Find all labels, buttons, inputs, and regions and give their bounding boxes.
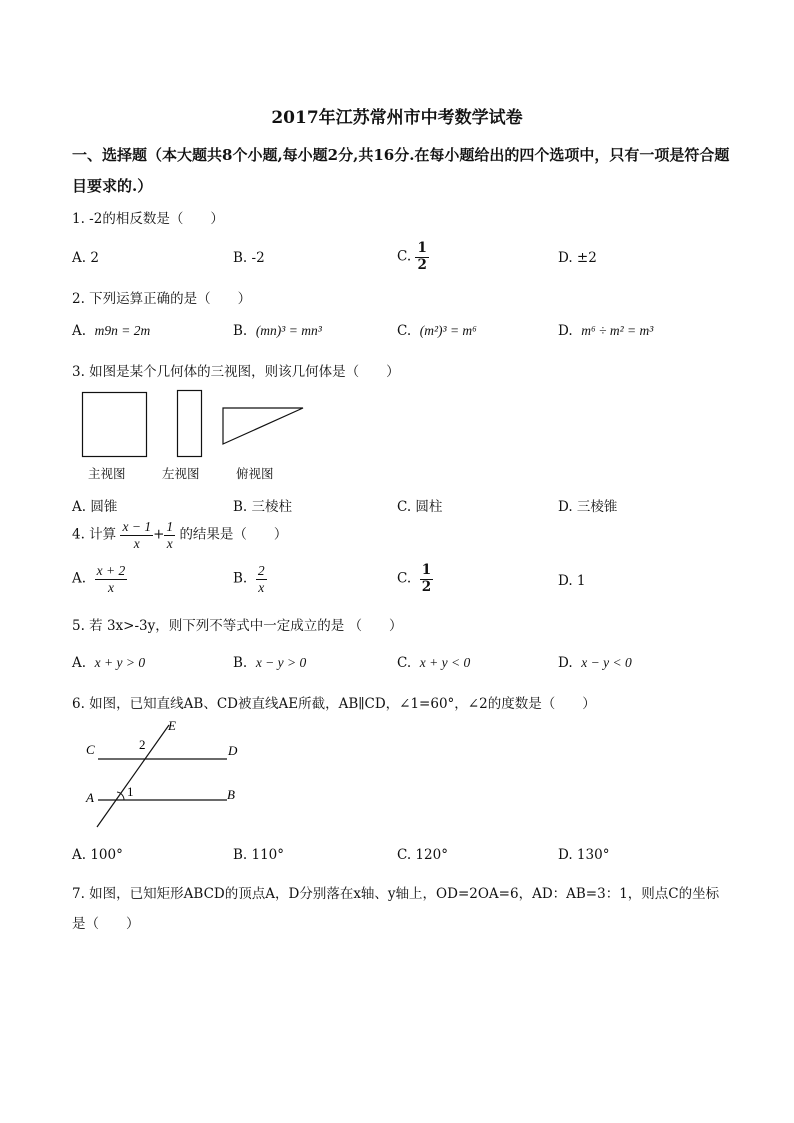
q1-option-d: D. ±2 [558, 250, 597, 266]
q1-option-c-fraction: $\frac{1}{2}$ [417, 240, 427, 273]
question-7: 7. 如图，已知矩形ABCD的顶点A，D分别落在x轴、y轴上，OD=2OA=6，AD：AB=3：1，则点C的坐标是（ ） [72, 886, 720, 932]
question-6: 6. 如图，已知直线AB、CD被直线AE所截，AB∥CD，∠1=60°，∠2的度数是（ ） [72, 696, 596, 712]
question-1: 1. -2的相反数是（ ） [72, 211, 224, 227]
q2-option-b: B. (mn)³ = mn³ [233, 323, 322, 339]
question-3: 3. 如图是某个几何体的三视图，则该几何体是（ ） [72, 364, 400, 380]
q3-option-a: A. 圆锥 [72, 499, 118, 515]
q4-option-a: A. $\frac{x + 2}{x}$ [72, 563, 126, 595]
q3-option-d: D. 三棱锥 [558, 499, 618, 515]
q1-option-a: A. 2 [72, 250, 99, 266]
q2-option-c: C. (m²)³ = m⁶ [397, 323, 477, 339]
q6-option-a: A. 100° [72, 847, 123, 863]
front-view-square [83, 393, 147, 457]
q2-option-d: D. m⁶ ÷ m² = m³ [558, 323, 654, 339]
parallel-lines-figure [80, 716, 250, 832]
q1-option-b: B. -2 [233, 250, 265, 266]
q4-option-c: C. $\frac{1}{2}$ [397, 562, 432, 595]
question-4: 4. 计算 $\frac{x - 1}{x}$ + $\frac{1}{x}$ 的结果是（ ） [72, 519, 288, 551]
label-c: C [86, 742, 95, 757]
page-title: 2017年江苏常州市中考数学试卷 [271, 108, 523, 128]
caption-top-view: 俯视图 [236, 466, 274, 481]
section-heading: 一、选择题（本大题共8个小题,每小题2分,共16分.在每小题给出的四个选项中，只有一项是符合题目要求的.） [72, 146, 730, 195]
q3-option-b: B. 三棱柱 [233, 499, 293, 515]
label-angle-2: 2 [139, 737, 146, 752]
left-view-rectangle [178, 391, 202, 457]
label-e: E [168, 718, 176, 733]
q5-option-b: B. x − y > 0 [233, 655, 307, 671]
q4-option-b: B. $\frac{2}{x}$ [233, 563, 265, 595]
top-view-triangle [223, 408, 303, 444]
q4-fraction-1: $\frac{x - 1}{x}$ [122, 519, 152, 551]
label-b: B [227, 787, 235, 802]
question-5: 5. 若 3x>-3y，则下列不等式中一定成立的是 （ ） [72, 618, 403, 634]
label-a: A [86, 790, 94, 805]
q2-option-a: A. m9n = 2m [72, 323, 151, 339]
angle-1-arc [117, 792, 124, 800]
caption-front-view: 主视图 [88, 466, 126, 481]
q5-option-c: C. x + y < 0 [397, 655, 471, 671]
q4-option-d: D. 1 [558, 573, 586, 589]
q6-option-b: B. 110° [233, 847, 285, 863]
q3-option-c: C. 圆柱 [397, 499, 443, 515]
question-2: 2. 下列运算正确的是（ ） [72, 291, 252, 307]
line-ae [97, 725, 169, 827]
three-view-figure [72, 385, 312, 465]
q5-option-d: D. x − y < 0 [558, 655, 632, 671]
q4-fraction-2: $\frac{1}{x}$ [166, 519, 174, 551]
caption-left-view: 左视图 [162, 466, 200, 481]
q1-option-c [397, 241, 429, 273]
q1-option-c-label: C. [397, 248, 412, 265]
q6-option-d: D. 130° [558, 847, 610, 863]
q5-option-a: A. x + y > 0 [72, 655, 146, 671]
label-angle-1: 1 [127, 784, 134, 799]
q6-option-c: C. 120° [397, 847, 448, 863]
label-d: D [228, 743, 238, 758]
